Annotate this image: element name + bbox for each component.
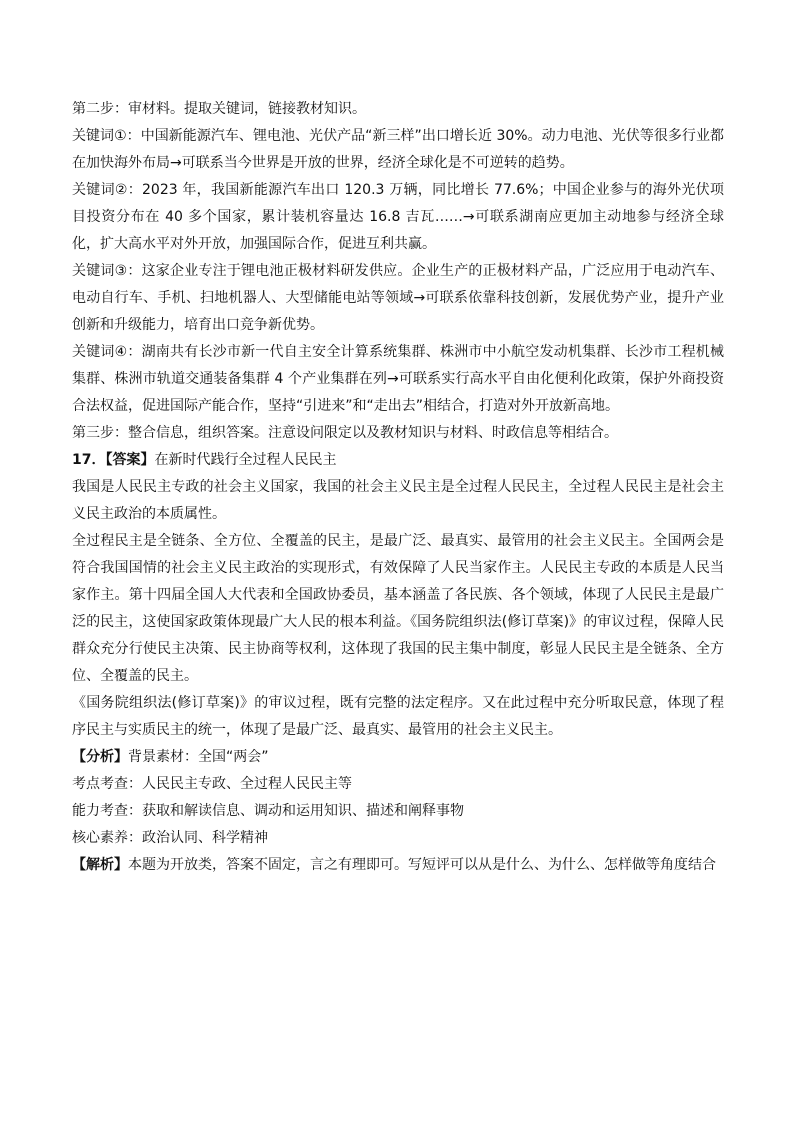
paragraph-text: 全过程民主是全链条、全方位、全覆盖的民主，是最广泛、最真实、最管用的社会主义民主。全国两会是符合我国国情的社会主义民主政治的实现形式，有效保障了人民当家作主。人民民主专政的本质是人民当家作主。第十四届全国人大代表和全国政协委员，基本涵盖了各民族、各个领域，体现了人民民主是最广泛的民主，这使国家政策体现最广大人民的根本利益。《国务院组织法(修订草案)》的审议过程，保障人民群众充分行使民主决策、民主协商等权利，这体现了我国的民主集中制度，彰显人民民主是全链条、全方位、全覆盖的民主。: [72, 533, 724, 684]
paragraph-text: 关键词①：中国新能源汽车、锂电池、光伏产品“新三样”出口增长近 30%。动力电池、光伏等很多行业都在加快海外布局→可联系当今世界是开放的世界，经济全球化是不可逆转的趋势。: [72, 128, 724, 171]
answer-body-paragraph-3: [72, 690, 724, 744]
exam-points-paragraph: [72, 771, 724, 798]
paragraph-text: 能力考查：获取和解读信息、调动和运用知识、描述和阐释事物: [72, 803, 464, 819]
answer-body-paragraph-1: [72, 474, 724, 528]
paragraph-text: 考点考查：人民民主专政、全过程人民民主等: [72, 776, 352, 792]
paragraph-text: 第二步：审材料。提取关键词，链接教材知识。: [72, 101, 366, 117]
step-two-paragraph: [72, 96, 724, 123]
keyword-four-paragraph: [72, 339, 724, 420]
keyword-three-paragraph: [72, 258, 724, 339]
paragraph-text: 《国务院组织法(修订草案)》的审议过程，既有完整的法定程序。又在此过程中充分听取民意，体现了程序民主与实质民主的统一，体现了是最广泛、最真实、最管用的社会主义民主。: [72, 695, 724, 738]
paragraph-text: 第三步：整合信息，组织答案。注意设问限定以及教材知识与材料、时政信息等相结合。: [72, 425, 618, 441]
explanation-paragraph: [72, 852, 724, 879]
paragraph-text: 核心素养：政治认同、科学精神: [72, 830, 268, 846]
paragraph-text: 本题为开放类，答案不固定，言之有理即可。写短评可以从是什么、为什么、怎样做等角度结合: [128, 857, 716, 873]
keyword-two-paragraph: [72, 177, 724, 258]
answer-17-paragraph: [72, 447, 724, 474]
explanation-label: 【解析】: [72, 857, 128, 873]
paragraph-text: 关键词②：2023 年，我国新能源汽车出口 120.3 万辆，同比增长 77.6%；中国企业参与的海外光伏项目投资分布在 40 多个国家，累计装机容量达 16.8 吉瓦……→可联系湖南应更加主动地参与经济全球化，扩大高水平对外开放，加强国际合作，促进互利共赢。: [72, 182, 724, 252]
ability-paragraph: [72, 798, 724, 825]
answer-body-paragraph-2: [72, 528, 724, 690]
paragraph-text: 关键词④：湖南共有长沙市新一代自主安全计算系统集群、株洲市中小航空发动机集群、长沙市工程机械集群、株洲市轨道交通装备集群 4 个产业集群在列→可联系实行高水平自由化便利化政策，保护外商投资合法权益，促进国际产能合作，坚持“引进来”和“走出去”相结合，打造对外开放新高地。: [72, 344, 724, 414]
paragraph-text: 背景素材：全国“两会”: [128, 749, 269, 765]
analysis-label: 【分析】: [72, 749, 128, 765]
paragraph-text: 在新时代践行全过程人民民主: [154, 452, 337, 468]
document-body: [72, 96, 724, 879]
paragraph-text: 我国是人民民主专政的社会主义国家，我国的社会主义民主是全过程人民民主，全过程人民民主是社会主义民主政治的本质属性。: [72, 479, 724, 522]
core-literacy-paragraph: [72, 825, 724, 852]
answer-label: 17．【答案】: [72, 452, 155, 468]
keyword-one-paragraph: [72, 123, 724, 177]
paragraph-text: 关键词③：这家企业专注于锂电池正极材料研发供应。企业生产的正极材料产品，广泛应用于电动汽车、电动自行车、手机、扫地机器人、大型储能电站等领域→可联系依靠科技创新，发展优势产业，提升产业创新和升级能力，培育出口竞争新优势。: [72, 263, 724, 333]
step-three-paragraph: [72, 420, 724, 447]
analysis-paragraph: [72, 744, 724, 771]
